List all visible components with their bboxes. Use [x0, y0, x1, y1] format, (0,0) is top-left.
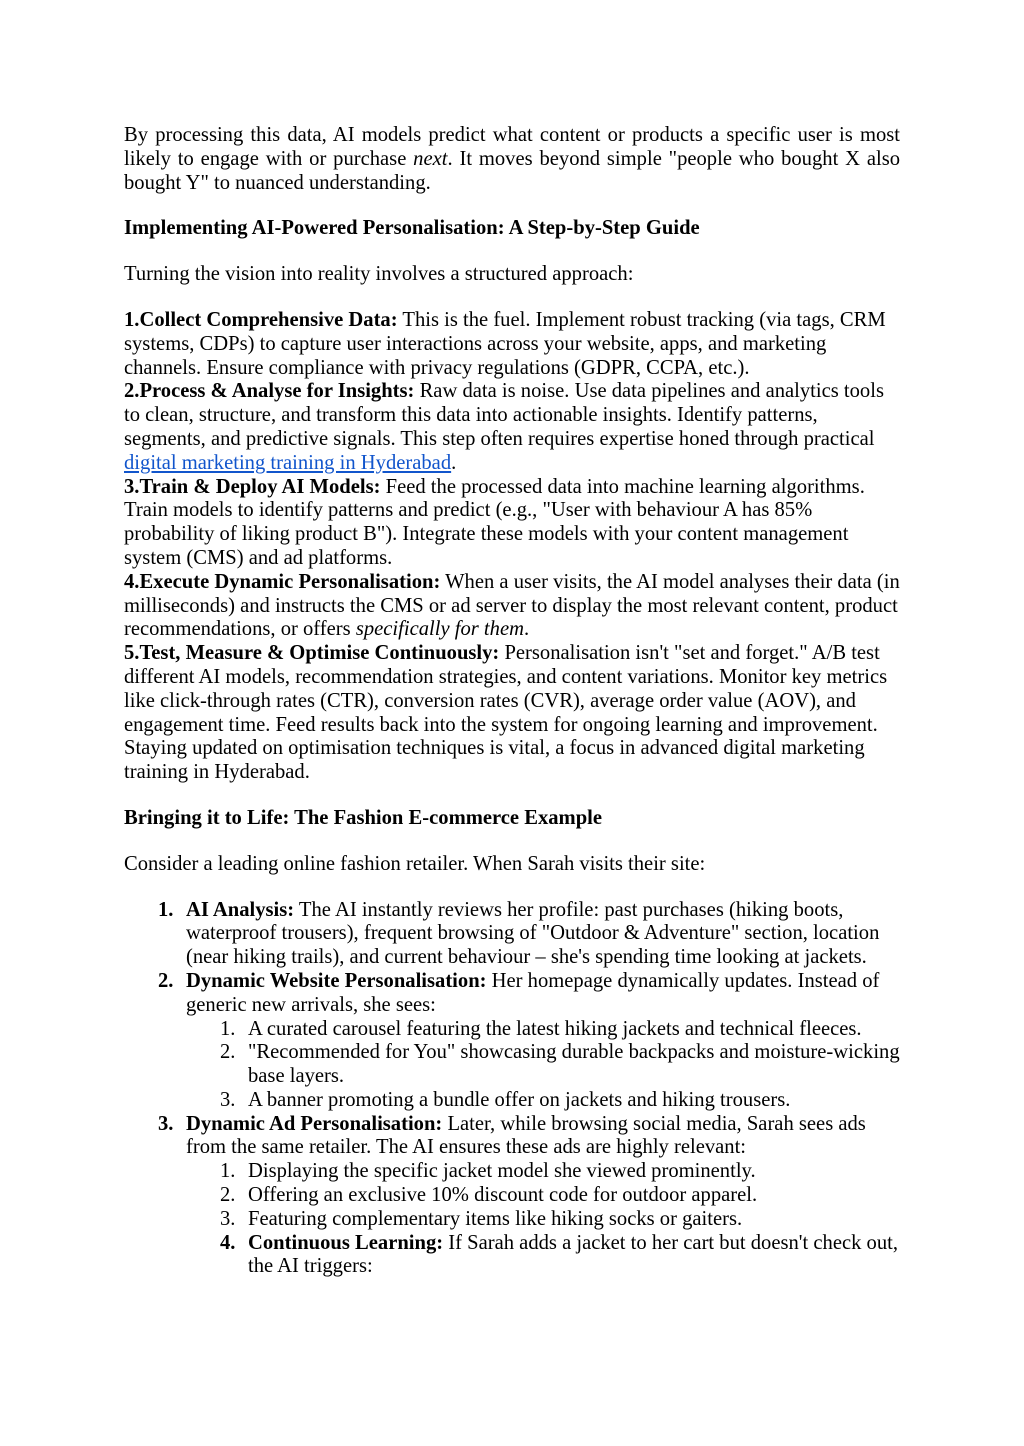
item-lead: Dynamic Ad Personalisation: [186, 1112, 443, 1135]
list-item-dynamic-website [124, 970, 900, 1018]
list-item-body [186, 1113, 900, 1161]
item-lead: AI Analysis: [186, 898, 295, 921]
list-item-body [186, 970, 900, 1018]
list-item-ai-analysis [124, 899, 900, 970]
sub-item-complementary-items [124, 1208, 900, 1232]
sub-list-number: 1. [220, 1160, 236, 1183]
sub-list-number: 2. [220, 1041, 236, 1064]
sub-item-body [248, 1232, 900, 1280]
item-text: Offering an exclusive 10% discount code for outdoor apparel. [248, 1184, 758, 1207]
step-lead: 4.Execute Dynamic Personalisation: [124, 570, 441, 593]
step-lead: 5.Test, Measure & Optimise Continuously: [124, 642, 500, 665]
sub-item-bundle-banner [124, 1089, 900, 1113]
list-item-dynamic-ad [124, 1113, 900, 1161]
item-text: Displaying the specific jacket model she viewed prominently. [248, 1160, 756, 1183]
item-text: Her homepage dynamically updates. Instead of generic new arrivals, she sees: [186, 969, 880, 1016]
digital-marketing-training-link[interactable]: digital marketing training in Hyderabad [124, 451, 452, 474]
sub-item-specific-jacket [124, 1160, 900, 1184]
step-lead: 3.Train & Deploy AI Models: [124, 475, 381, 498]
list-number: 2. [158, 969, 174, 992]
item-text: The AI instantly reviews her profile: past purchases (hiking boots, waterproof trousers), frequent browsing of "Outdoor & Adventure" section, location (near hiking trails), and current behaviour – she's spending time looking at jackets. [186, 898, 880, 969]
step-lead: 2.Process & Analyse for Insights: [124, 380, 415, 403]
step-text: Raw data is noise. Use data pipelines and analytics tools to clean, structure, and transform this data into actionable insights. Identify patterns, segments, and predictive signals. This step often requires expertise honed through practical [124, 380, 884, 450]
item-text: If Sarah adds a jacket to her cart but doesn't check out, the AI triggers: [248, 1231, 899, 1278]
item-text: Later, while browsing social media, Sarah sees ads from the same retailer. The AI ensures these ads are highly relevant: [186, 1112, 866, 1159]
intro-italic-next: next [413, 147, 448, 170]
sub-list-number: 1. [220, 1017, 236, 1040]
section2-intro-paragraph: Consider a leading online fashion retailer. When Sarah visits their site: [124, 852, 706, 875]
step-process-analyse [124, 380, 900, 475]
heading-implementing-guide: Implementing AI-Powered Personalisation: A Step-by-Step Guide [124, 217, 700, 240]
item-text: A curated carousel featuring the latest hiking jackets and technical fleeces. [248, 1017, 862, 1040]
sub-list-number: 3. [220, 1088, 236, 1111]
sub-item-body [248, 1184, 900, 1208]
sub-item-recommended-for-you [124, 1041, 900, 1089]
step-text-after-link: . [451, 451, 457, 474]
step-text: Feed the processed data into machine learning algorithms. Train models to identify patterns and predict (e.g., "User with behaviour A has 85% probability of liking product B"). Integrate these models with your content management system (CMS) and ad platforms. [124, 475, 865, 569]
list-item-body [186, 899, 900, 970]
step-execute-dynamic [124, 571, 900, 642]
sub-item-discount-code [124, 1184, 900, 1208]
list-number: 1. [158, 898, 174, 921]
intro-text-before: By processing this data, AI models predict what content or products a specific user is most likely to engage with or purchase [124, 124, 900, 170]
intro-text-after: . It moves beyond simple "people who bought X also bought Y" to nuanced understanding. [124, 147, 901, 194]
step-test-measure-optimise [124, 642, 900, 785]
list-number: 3. [158, 1112, 174, 1135]
sub-item-body [248, 1208, 900, 1232]
step-text: When a user visits, the AI model analyses their data (in milliseconds) and instructs the CMS or ad server to display the most relevant content, product recommendations, or offers [124, 570, 900, 641]
intro-paragraph [124, 124, 900, 195]
sub-item-body [248, 1018, 900, 1042]
steps-block [124, 309, 900, 785]
item-text: "Recommended for You" showcasing durable backpacks and moisture-wicking base layers. [248, 1041, 900, 1088]
sub-list-number: 4. [220, 1231, 236, 1254]
step-text-after-italic: . [523, 618, 530, 641]
step-lead: 1.Collect Comprehensive Data: [124, 308, 398, 331]
step-text: This is the fuel. Implement robust tracking (via tags, CRM systems, CDPs) to capture user interactions across your website, apps, and marketing channels. Ensure compliance with privacy regulations (GDPR, CCPA, etc.). [124, 308, 886, 379]
item-lead: Dynamic Website Personalisation: [186, 969, 487, 992]
step-train-deploy [124, 476, 900, 571]
item-text: Featuring complementary items like hiking socks or gaiters. [248, 1207, 743, 1230]
sub-item-body [248, 1160, 900, 1184]
step-collect-data [124, 309, 900, 380]
item-text: A banner promoting a bundle offer on jackets and hiking trousers. [248, 1088, 791, 1111]
heading-fashion-example: Bringing it to Life: The Fashion E-commerce Example [124, 806, 603, 829]
sub-item-continuous-learning [124, 1232, 900, 1280]
sub-list-number: 3. [220, 1207, 236, 1230]
section1-intro-paragraph: Turning the vision into reality involves a structured approach: [124, 263, 634, 286]
sub-item-body [248, 1041, 900, 1089]
example-list [124, 899, 900, 1280]
sub-list-number: 2. [220, 1184, 236, 1207]
sub-item-curated-carousel [124, 1018, 900, 1042]
item-lead: Continuous Learning: [248, 1231, 444, 1254]
sub-item-body [248, 1089, 900, 1113]
step-italic-run: specifically for them [355, 618, 524, 641]
step-text: Personalisation isn't "set and forget." A/B test different AI models, recommendation strategies, and content variations. Monitor key metrics like click-through rates (CTR), conversion rates (CVR), average order value (AOV), and engagement time. Feed results back into the system for ongoing learning and improvement. Staying updated on optimisation techniques is vital, a focus in advanced digital marketing training in Hyderabad. [124, 642, 888, 784]
